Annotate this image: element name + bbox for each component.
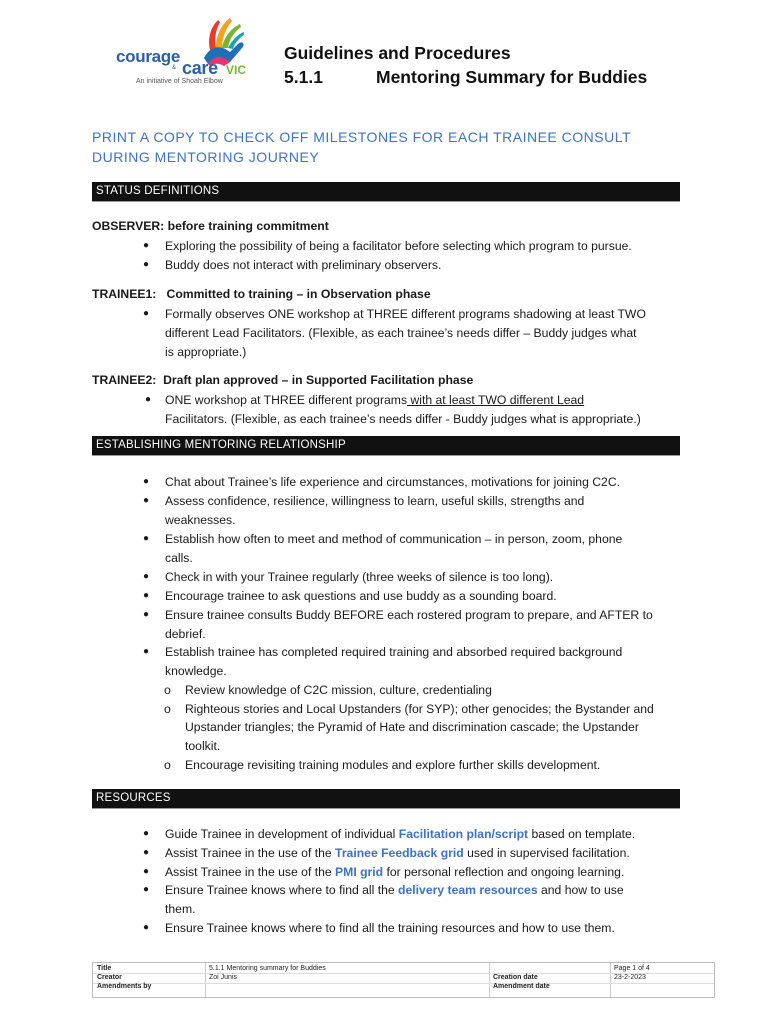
bullet-icon: ● <box>143 866 150 877</box>
relationship-item: Establish how often to meet and method of communication – in person, zoom, phone <box>165 532 623 546</box>
trainee2-item <box>165 391 584 410</box>
footer-amendments-label: Amendments by <box>97 983 152 990</box>
trainee1-title: Committed to training – in Observation phase <box>166 287 431 301</box>
relationship-item: Establish trainee has completed required training and absorbed required background <box>165 645 623 659</box>
resource-text: used in supervised facilitation. <box>463 846 630 860</box>
bullet-icon: ● <box>143 847 150 858</box>
relationship-subitem: Review knowledge of C2C mission, culture, credentialing <box>185 683 492 697</box>
relationship-item: debrief. <box>165 627 206 641</box>
trainee2-label: TRAINEE2: <box>92 373 157 387</box>
bullet-icon: ● <box>143 590 150 601</box>
mentoring-relationship-bar: ESTABLISHING MENTORING RELATIONSHIP <box>92 436 680 455</box>
bullet-icon: ● <box>143 240 150 251</box>
logo-ampersand: & <box>172 65 177 71</box>
relationship-item: calls. <box>165 551 193 565</box>
footer-creation-date-label: Creation date <box>493 974 538 981</box>
section-title: Mentoring Summary for Buddies <box>376 67 648 87</box>
resource-item <box>165 844 630 863</box>
resource-item <box>165 863 624 882</box>
footer-creation-date-value: 23-2-2023 <box>614 974 646 981</box>
facilitation-plan-link[interactable]: Facilitation plan/script <box>398 827 529 841</box>
footer-creator-value: Zoi Junis <box>209 974 238 981</box>
footer-creator-label: Creator <box>97 974 122 981</box>
observer-item: Exploring the possibility of being a facilitator before selecting which program to pursue. <box>165 239 632 253</box>
bullet-icon: ● <box>143 609 150 620</box>
divider <box>610 963 611 997</box>
trainee1-label: TRAINEE1: <box>92 287 157 301</box>
document-title: Guidelines and Procedures <box>284 43 511 63</box>
sub-bullet-icon: o <box>164 758 171 772</box>
bullet-icon: ● <box>143 828 150 839</box>
trainee1-item: Formally observes ONE workshop at THREE different programs shadowing at least TWO <box>165 307 646 321</box>
trainee2-title: Draft plan approved – in Supported Facilitation phase <box>163 373 474 387</box>
delivery-team-resources-link[interactable]: delivery team resources <box>398 883 538 897</box>
relationship-item: Chat about Trainee’s life experience and circumstances, motivations for joining C2C. <box>165 475 621 489</box>
trainee2-item-part: ONE workshop at THREE different programs <box>165 393 408 407</box>
relationship-subitem: Encourage revisiting training modules and explore further skills development. <box>185 758 601 772</box>
trainee2-item-part: with at least TWO different Lead <box>407 393 585 407</box>
document-footer-table <box>92 962 715 998</box>
logo-courage-text: courage <box>116 47 181 66</box>
bullet-icon: ● <box>143 476 150 487</box>
divider <box>489 963 490 997</box>
trainee1-item: is appropriate.) <box>165 345 247 359</box>
resource-text: for personal reflection and ongoing learning. <box>383 865 625 879</box>
relationship-item: Encourage trainee to ask questions and use buddy as a sounding board. <box>165 589 557 603</box>
trainee2-item: Facilitators. (Flexible, as each trainee’s needs differ - Buddy judges what is appropriate.) <box>165 412 641 426</box>
relationship-subitem: Righteous stories and Local Upstanders (for SYP); other genocides; the Bystander and <box>185 702 654 716</box>
observer-heading: OBSERVER: before training commitment <box>92 219 329 233</box>
footer-title-label: Title <box>97 965 112 972</box>
sub-bullet-icon: o <box>164 683 171 697</box>
divider <box>93 983 714 984</box>
relationship-item: Check in with your Trainee regularly (three weeks of silence is too long). <box>165 570 554 584</box>
resource-text: Assist Trainee in the use of the <box>165 865 336 879</box>
relationship-item: weaknesses. <box>165 513 236 527</box>
section-heading <box>284 67 647 88</box>
divider <box>92 201 680 202</box>
section-number: 5.1.1 <box>284 67 323 87</box>
bullet-icon: ● <box>143 571 150 582</box>
relationship-item: Ensure trainee consults Buddy BEFORE each rostered program to prepare, and AFTER to <box>165 608 653 622</box>
resource-item <box>165 825 635 844</box>
bullet-icon: ● <box>143 533 150 544</box>
relationship-subitem: Upstander triangles; the Pyramid of Hate and discrimination cascade; the Upstander <box>185 720 639 734</box>
bullet-icon: ● <box>145 394 152 405</box>
intro-instruction: PRINT A COPY TO CHECK OFF MILESTONES FOR EACH TRAINEE CONSULT DURING MENTORING JOURNEY <box>92 129 631 165</box>
footer-page-number: Page 1 of 4 <box>614 965 650 972</box>
resource-text: Ensure Trainee knows where to find all the <box>165 883 399 897</box>
sub-bullet-icon: o <box>164 702 171 716</box>
resource-text: and how to use <box>537 883 624 897</box>
logo-vic-text: VIC <box>226 63 247 77</box>
trainee2-heading <box>92 371 473 390</box>
footer-amendment-date-label: Amendment date <box>493 983 550 990</box>
divider <box>92 455 680 456</box>
logo-care-text: care <box>182 58 218 78</box>
resource-item: Ensure Trainee knows where to find all the training resources and how to use them. <box>165 921 615 935</box>
footer-title-value: 5.1.1 Mentoring summary for Buddies <box>209 965 326 972</box>
bullet-icon: ● <box>143 884 150 895</box>
bullet-icon: ● <box>143 259 150 270</box>
trainee-feedback-grid-link[interactable]: Trainee Feedback grid <box>335 846 464 860</box>
relationship-subitem: toolkit. <box>185 739 221 753</box>
trainee1-heading <box>92 285 431 304</box>
status-definitions-bar: STATUS DEFINITIONS <box>92 182 680 201</box>
relationship-item: Assess confidence, resilience, willingness to learn, useful skills, strengths and <box>165 494 585 508</box>
trainee1-item: different Lead Facilitators. (Flexible, as each trainee’s needs differ – Buddy judges what <box>165 326 637 340</box>
resources-bar: RESOURCES <box>92 789 680 808</box>
logo-tagline: An initiative of Shoah Elbow <box>136 78 223 85</box>
resource-text: based on template. <box>528 827 636 841</box>
pmi-grid-link[interactable]: PMI grid <box>335 865 384 879</box>
divider <box>205 963 206 997</box>
divider <box>92 808 680 809</box>
observer-item: Buddy does not interact with preliminary observers. <box>165 258 442 272</box>
bullet-icon: ● <box>143 495 150 506</box>
bullet-icon: ● <box>143 308 150 319</box>
relationship-item: knowledge. <box>165 664 227 678</box>
resource-item: them. <box>165 902 196 916</box>
resource-item <box>165 881 624 900</box>
resource-text: Guide Trainee in development of individual <box>165 827 399 841</box>
resource-text: Assist Trainee in the use of the <box>165 846 336 860</box>
bullet-icon: ● <box>143 646 150 657</box>
bullet-icon: ● <box>143 922 150 933</box>
